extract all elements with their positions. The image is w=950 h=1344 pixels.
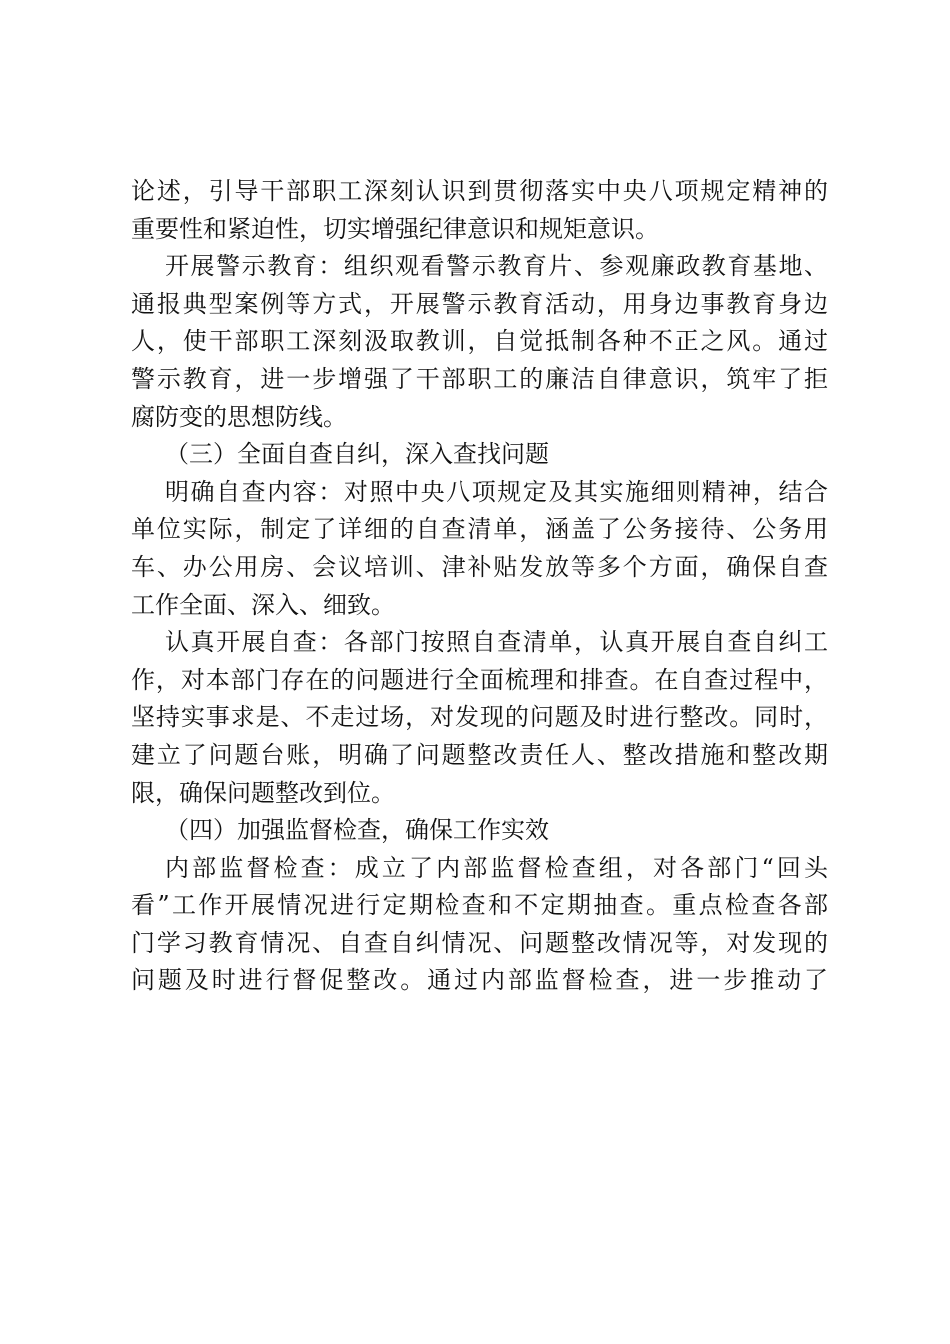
heading-text: （四）加强监督检查，确保工作实效 <box>165 816 549 845</box>
paragraph-internal-supervision <box>131 850 831 1000</box>
text-line: 认真开展自查：各部门按照自查清单，认真开展自查自纠工 <box>165 628 828 657</box>
text-line: 门学习教育情况、自查自纠情况、问题整改情况等，对发现的 <box>131 928 828 957</box>
text-line: 作，对本部门存在的问题进行全面梳理和排查。在自查过程中， <box>131 665 828 694</box>
text-line: 车、办公用房、会议培训、津补贴发放等多个方面，确保自查 <box>131 552 828 581</box>
text-line: 腐防变的思想防线。 <box>131 402 347 431</box>
text-line: 工作全面、深入、细致。 <box>131 590 395 619</box>
paragraph-warning-education <box>131 248 831 436</box>
text-line: 论述，引导干部职工深刻认识到贯彻落实中央八项规定精神的 <box>131 177 828 205</box>
text-line: 警示教育，进一步增强了干部职工的廉洁自律意识，筑牢了拒 <box>131 364 828 393</box>
text-line: 坚持实事求是、不走过场，对发现的问题及时进行整改。同时， <box>131 703 828 732</box>
text-line: 限，确保问题整改到位。 <box>131 778 395 807</box>
text-line: 通报典型案例等方式，开展警示教育活动，用身边事教育身边 <box>131 289 828 318</box>
text-line: 人，使干部职工深刻汲取教训，自觉抵制各种不正之风。通过 <box>131 327 828 356</box>
text-line: 建立了问题台账，明确了问题整改责任人、整改措施和整改期 <box>131 740 828 769</box>
section-heading-3 <box>131 436 831 474</box>
section-heading-4 <box>131 812 831 850</box>
document-body <box>131 173 831 1000</box>
heading-text: （三）全面自查自纠，深入查找问题 <box>165 440 549 469</box>
text-line: 明确自查内容：对照中央八项规定及其实施细则精神，结合 <box>165 477 828 506</box>
text-line: 内部监督检查：成立了内部监督检查组，对各部门“回头 <box>165 853 828 882</box>
text-line: 看”工作开展情况进行定期检查和不定期抽查。重点检查各部 <box>131 891 828 920</box>
paragraph-continuation <box>131 173 831 248</box>
paragraph-self-check-conduct <box>131 624 831 812</box>
paragraph-self-check-content <box>131 474 831 624</box>
text-line: 问题及时进行督促整改。通过内部监督检查，进一步推动了 <box>131 966 828 995</box>
text-line: 开展警示教育：组织观看警示教育片、参观廉政教育基地、 <box>165 252 828 281</box>
text-line: 重要性和紧迫性，切实增强纪律意识和规矩意识。 <box>131 214 659 243</box>
text-line: 单位实际，制定了详细的自查清单，涵盖了公务接待、公务用 <box>131 515 828 544</box>
